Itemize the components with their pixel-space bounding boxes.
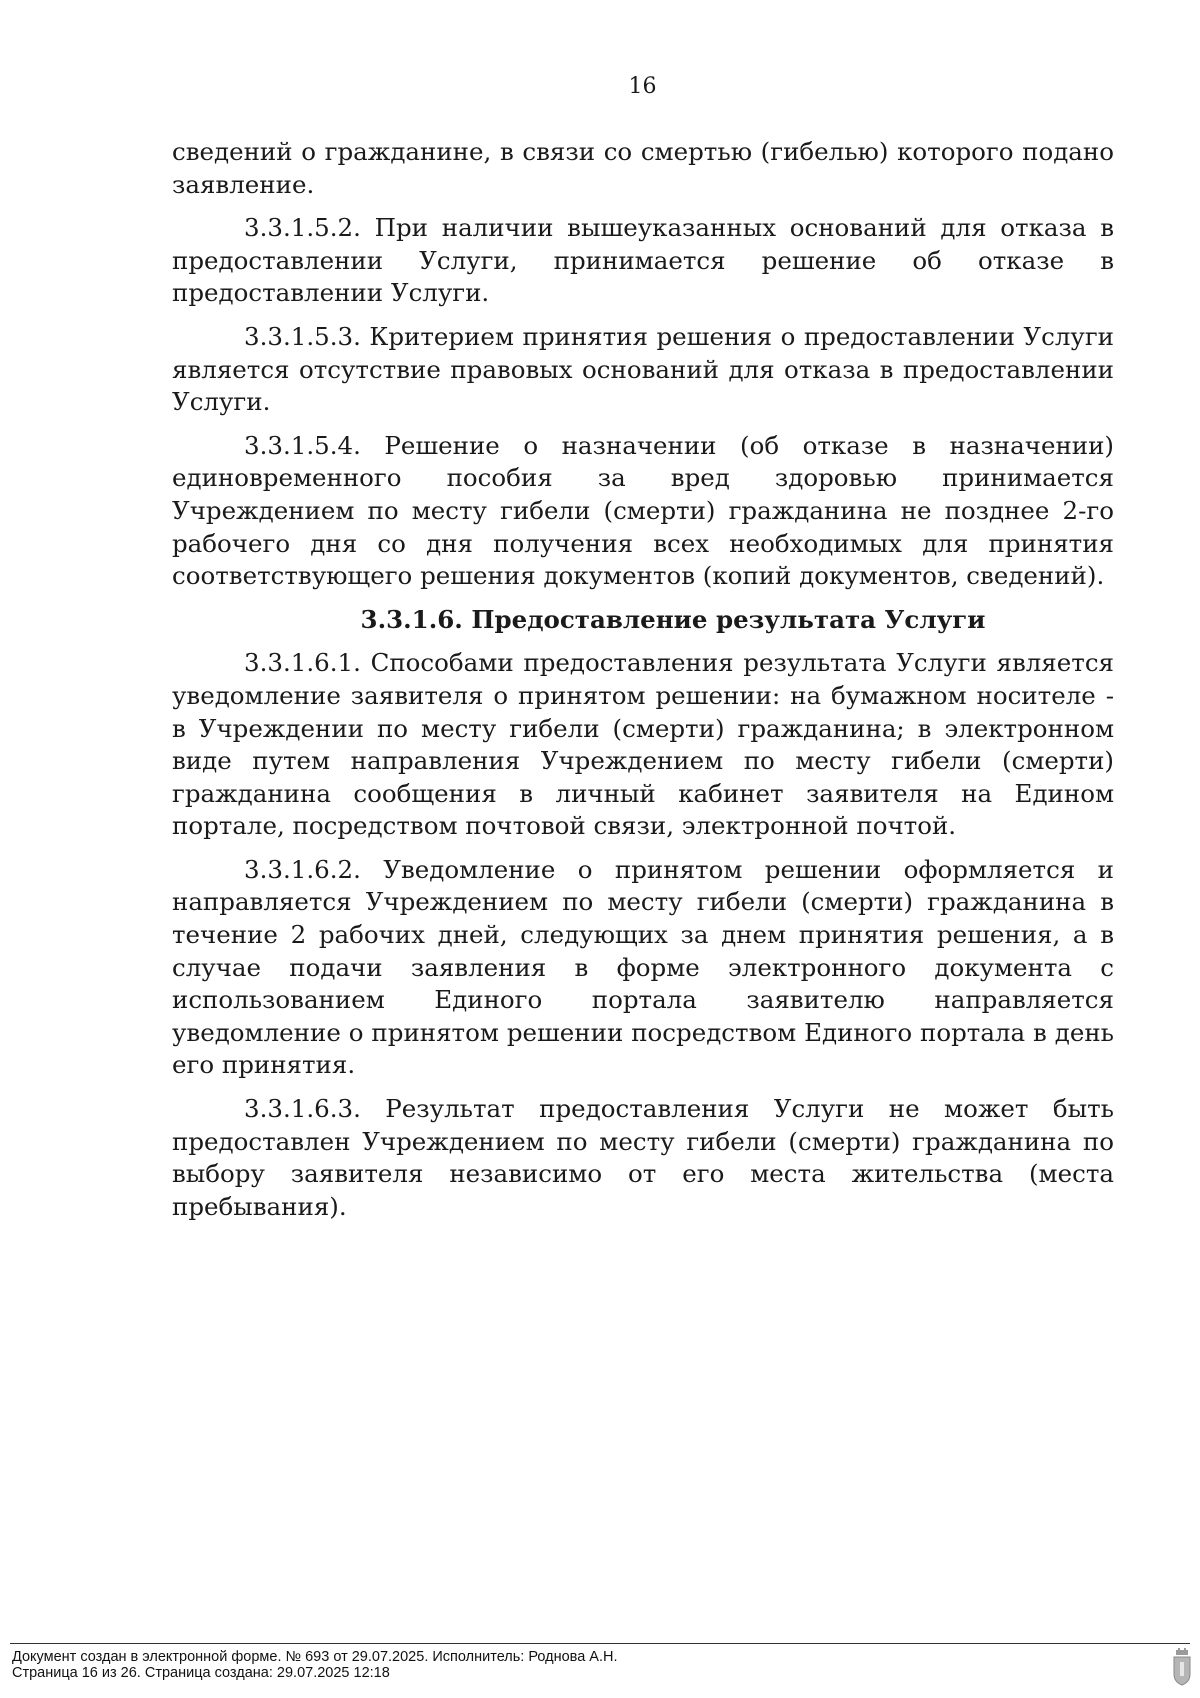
footer-divider — [10, 1643, 1190, 1644]
document-footer — [12, 1649, 618, 1681]
coat-of-arms-icon — [1172, 1648, 1192, 1686]
paragraph-3-3-1-6-3: 3.3.1.6.3. Результат предоставления Услуги не может быть предоставлен Учреждением по месту гибели (смерти) гражданина по выбору заявителя независимо от его места жительства (места пребывания). — [172, 1094, 1114, 1221]
paragraph-3-3-1-5-2: 3.3.1.5.2. При наличии вышеуказанных оснований для отказа в предоставлении Услуги, принимается решение об отказе в предоставлении Услуги. — [172, 213, 1114, 308]
paragraph-continuation: сведений о гражданине, в связи со смертью (гибелью) которого подано заявление. — [172, 137, 1114, 199]
footer-line-page-info: Страница 16 из 26. Страница создана: 29.07.2025 12:18 — [12, 1665, 390, 1681]
page-number: 16 — [628, 74, 657, 99]
paragraph-3-3-1-6-1: 3.3.1.6.1. Способами предоставления результата Услуги является уведомление заявителя о принятом решении: на бумажном носителе - в Учреждении по месту гибели (смерти) гражданина; в электронном виде путем направления Учреждением по месту гибели (смерти) гражданина сообщения в личный кабинет заявителя на Едином портале, посредством почтовой связи, электронной почтой. — [172, 648, 1114, 841]
paragraph-3-3-1-5-4: 3.3.1.5.4. Решение о назначении (об отказе в назначении) единовременного пособия за вред здоровью принимается Учреждением по месту гибели (смерти) гражданина не позднее 2-го рабочего дня со дня получения всех необходимых для принятия соответствующего решения документов (копий документов, сведений). — [172, 430, 1114, 591]
document-body — [172, 136, 1114, 1234]
paragraph-3-3-1-6-2: 3.3.1.6.2. Уведомление о принятом решении оформляется и направляется Учреждением по месту гибели (смерти) гражданина в течение 2 рабочих дней, следующих за днем принятия решения, а в случае подачи заявления в форме электронного документа с использованием Единого портала заявителю направляется уведомление о принятом решении посредством Единого портала в день его принятия. — [172, 854, 1114, 1080]
section-heading: 3.3.1.6. Предоставление результата Услуги — [360, 604, 986, 634]
footer-line-document-info: Документ создан в электронной форме. № 693 от 29.07.2025. Исполнитель: Роднова А.Н. — [12, 1649, 618, 1665]
paragraph-3-3-1-5-3: 3.3.1.5.3. Критерием принятия решения о предоставлении Услуги является отсутствие правовых оснований для отказа в предоставлении Услуги. — [172, 321, 1114, 417]
